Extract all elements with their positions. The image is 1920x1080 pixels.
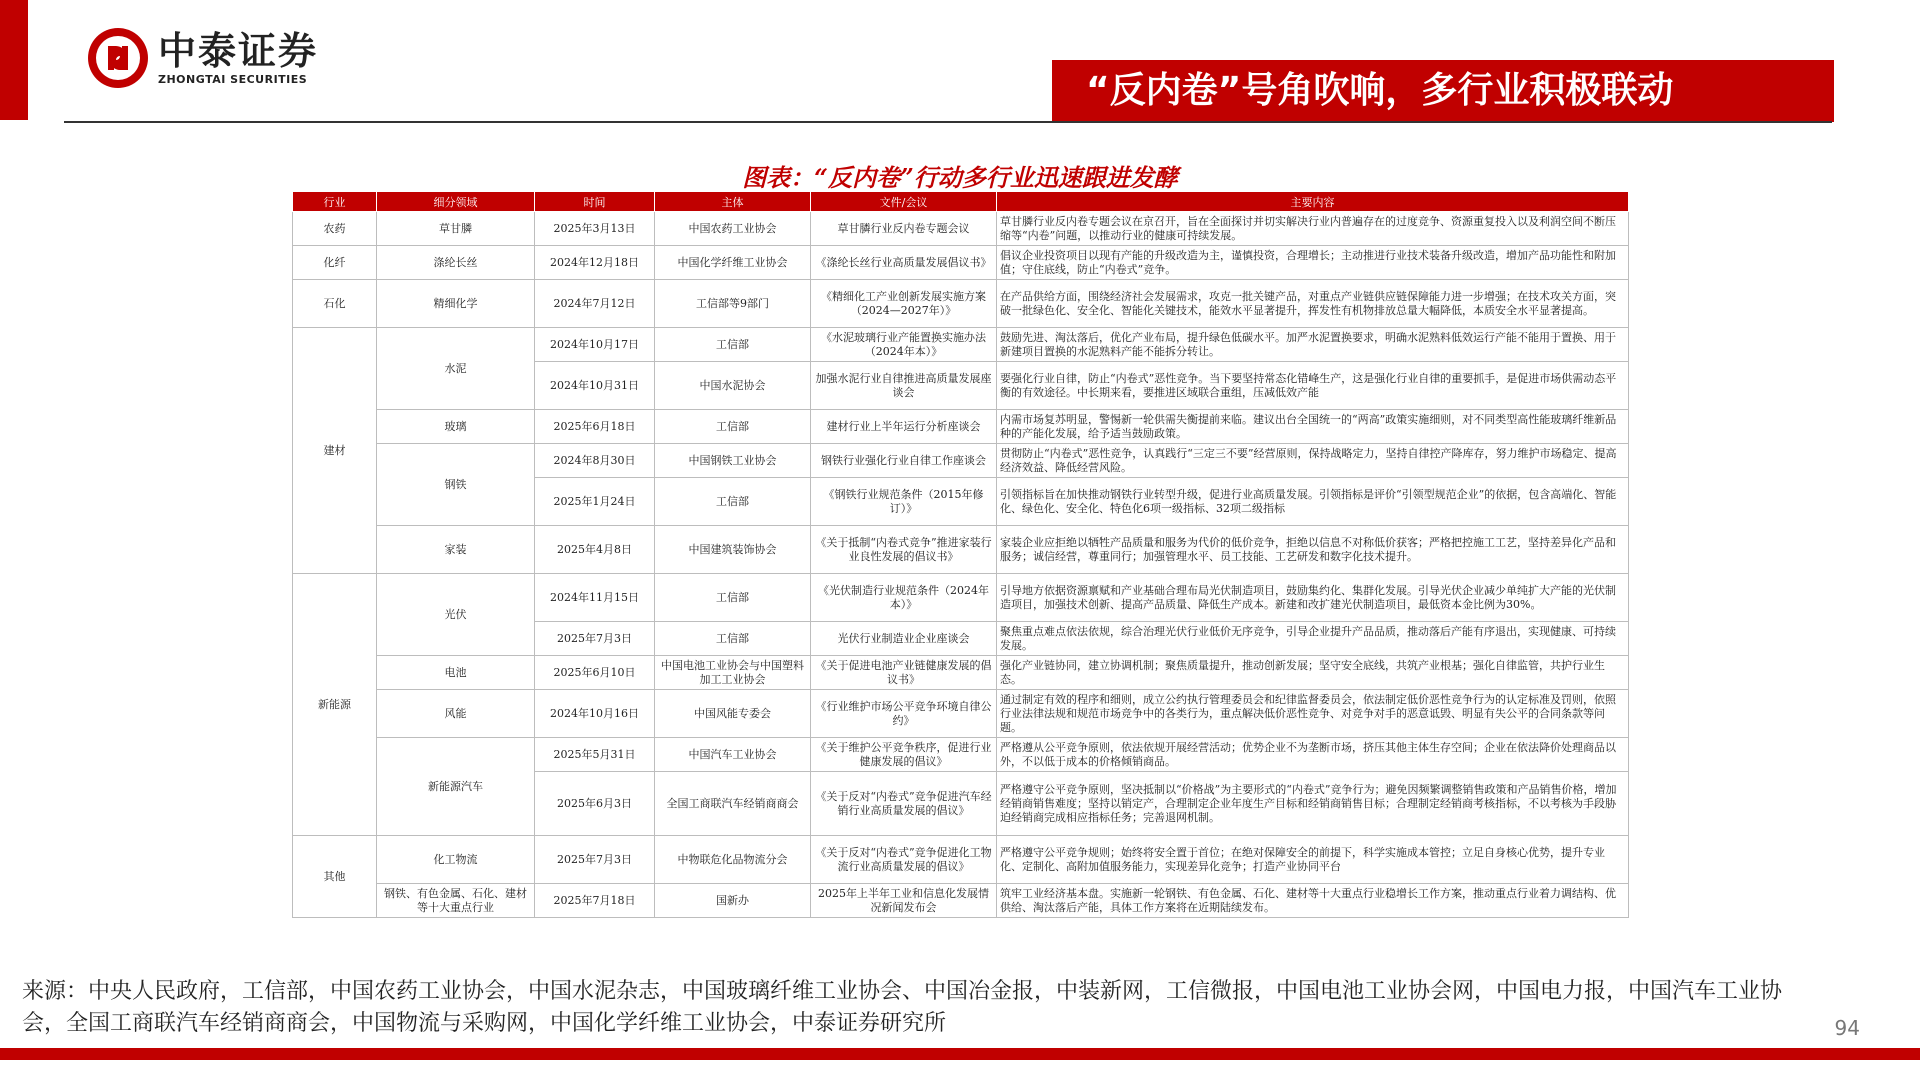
cell-date: 2024年10月17日 [535, 328, 655, 362]
cell-date: 2024年10月16日 [535, 690, 655, 738]
cell-content: 内需市场复苏明显，警惕新一轮供需失衡提前来临。建议出台全国统一的“两高”政策实施细则，对不同类型高性能玻璃纤维新品种的产能化发展，给予适当鼓励政策。 [997, 410, 1629, 444]
brand-name-cn: 中泰证券 [158, 28, 319, 73]
cell-document: 建材行业上半年运行分析座谈会 [811, 410, 997, 444]
table-row [293, 884, 1629, 918]
table-row [293, 574, 1629, 622]
table-row [293, 246, 1629, 280]
cell-segment: 钢铁、有色金属、石化、建材等十大重点行业 [377, 884, 535, 918]
cell-entity: 中国化学纤维工业协会 [655, 246, 811, 280]
cell-content: 通过制定有效的程序和细则，成立公约执行管理委员会和纪律监督委员会，依法制定低价恶性竞争行为的认定标准及罚则，依照行业法律法规和规范市场竞争中的各类行为，重点解决低价恶性竞争、对竞争对手的恶意诋毁、明显有失公平的合同条款等问题。 [997, 690, 1629, 738]
cell-date: 2025年7月3日 [535, 622, 655, 656]
cell-industry: 石化 [293, 280, 377, 328]
cell-content: 聚焦重点难点依法依规，综合治理光伏行业低价无序竞争，引导企业提升产品品质，推动落后产能有序退出，实现健康、可持续发展。 [997, 622, 1629, 656]
cell-entity: 工信部 [655, 622, 811, 656]
cell-content: 引导地方依据资源禀赋和产业基础合理布局光伏制造项目，鼓励集约化、集群化发展。引导光伏企业减少单纯扩大产能的光伏制造项目，加强技术创新、提高产品质量、降低生产成本。新建和改扩建光伏制造项目，最低资本金比例为30%。 [997, 574, 1629, 622]
cell-date: 2024年11月15日 [535, 574, 655, 622]
cell-segment: 光伏 [377, 574, 535, 656]
cell-entity: 国新办 [655, 884, 811, 918]
cell-document: 草甘膦行业反内卷专题会议 [811, 212, 997, 246]
cell-document: 钢铁行业强化行业自律工作座谈会 [811, 444, 997, 478]
header-content: 主要内容 [997, 192, 1629, 212]
cell-content: 严格遵守公平竞争原则，坚决抵制以“价格战”为主要形式的“内卷式”竞争行为；避免因频繁调整销售政策和产品销售价格，增加经销商销售难度；坚持以销定产，合理制定企业年度生产目标和经销商销售目标；合理制定经销商考核指标，不以考核为手段胁迫经销商完成相应指标任务；完善退网机制。 [997, 772, 1629, 836]
cell-entity: 全国工商联汽车经销商商会 [655, 772, 811, 836]
cell-industry: 农药 [293, 212, 377, 246]
cell-date: 2025年4月8日 [535, 526, 655, 574]
table-row [293, 656, 1629, 690]
header-divider [64, 121, 1832, 123]
left-accent-strip [0, 0, 28, 120]
cell-entity: 中国水泥协会 [655, 362, 811, 410]
cell-content: 要强化行业自律，防止“内卷式”恶性竞争。当下要坚持常态化错峰生产，这是强化行业自律的重要抓手，是促进市场供需动态平衡的有效途径。中长期来看，要推进区域联合重组，压减低效产能 [997, 362, 1629, 410]
cell-entity: 工信部 [655, 574, 811, 622]
cell-document: 《关于促进电池产业链健康发展的倡议书》 [811, 656, 997, 690]
cell-entity: 工信部等9部门 [655, 280, 811, 328]
cell-entity: 工信部 [655, 478, 811, 526]
cell-date: 2025年6月18日 [535, 410, 655, 444]
brand-logo [86, 26, 318, 90]
cell-content: 严格遵守公平竞争规则；始终将安全置于首位；在绝对保障安全的前提下，科学实施成本管控；立足自身核心优势，提升专业化、定制化、高附加值服务能力，实现差异化竞争；打造产业协同平台 [997, 836, 1629, 884]
cell-segment: 涤纶长丝 [377, 246, 535, 280]
cell-document: 《精细化工产业创新发展实施方案（2024—2027年）》 [811, 280, 997, 328]
cell-industry: 建材 [293, 328, 377, 574]
table-row [293, 690, 1629, 738]
cell-entity: 工信部 [655, 410, 811, 444]
page-number: 94 [1834, 1016, 1860, 1040]
cell-document: 《关于抵制“内卷式竞争”推进家装行业良性发展的倡议书》 [811, 526, 997, 574]
cell-entity: 中国钢铁工业协会 [655, 444, 811, 478]
cell-content: 鼓励先进、淘汰落后，优化产业布局，提升绿色低碳水平。加严水泥置换要求，明确水泥熟料低效运行产能不能用于置换、用于新建项目置换的水泥熟料产能不能拆分转让。 [997, 328, 1629, 362]
cell-date: 2024年12月18日 [535, 246, 655, 280]
table-row [293, 410, 1629, 444]
cell-industry: 化纤 [293, 246, 377, 280]
table-row [293, 280, 1629, 328]
cell-date: 2025年7月18日 [535, 884, 655, 918]
cell-content: 草甘膦行业反内卷专题会议在京召开，旨在全面探讨并切实解决行业内普遍存在的过度竞争、资源重复投入以及利润空间不断压缩等“内卷”问题，以推动行业的健康可持续发展。 [997, 212, 1629, 246]
header-entity: 主体 [655, 192, 811, 212]
cell-segment: 化工物流 [377, 836, 535, 884]
header-industry: 行业 [293, 192, 377, 212]
cell-content: 引领指标旨在加快推动钢铁行业转型升级，促进行业高质量发展。引领指标是评价“引领型规范企业”的依据，包含高端化、智能化、绿色化、安全化、特色化6项一级指标、32项二级指标 [997, 478, 1629, 526]
table-header-row [293, 192, 1629, 212]
cell-content: 严格遵从公平竞争原则，依法依规开展经营活动；优势企业不为垄断市场，挤压其他主体生存空间；企业在依法降价处理商品以外，不以低于成本的价格倾销商品。 [997, 738, 1629, 772]
cell-date: 2024年10月31日 [535, 362, 655, 410]
cell-entity: 中国农药工业协会 [655, 212, 811, 246]
cell-document: 《关于反对“内卷式”竞争促进化工物流行业高质量发展的倡议》 [811, 836, 997, 884]
table-row [293, 212, 1629, 246]
cell-content: 筑牢工业经济基本盘。实施新一轮钢铁、有色金属、石化、建材等十大重点行业稳增长工作方案，推动重点行业着力调结构、优供给、淘汰落后产能，具体工作方案将在近期陆续发布。 [997, 884, 1629, 918]
cell-segment: 新能源汽车 [377, 738, 535, 836]
brand-name-en: ZHONGTAI SECURITIES [158, 72, 308, 86]
header-segment: 细分领域 [377, 192, 535, 212]
cell-date: 2025年7月3日 [535, 836, 655, 884]
cell-industry: 新能源 [293, 574, 377, 836]
cell-segment: 风能 [377, 690, 535, 738]
cell-entity: 工信部 [655, 328, 811, 362]
cell-document: 《涤纶长丝行业高质量发展倡议书》 [811, 246, 997, 280]
cell-entity: 中国电池工业协会与中国塑料加工工业协会 [655, 656, 811, 690]
cell-entity: 中物联危化品物流分会 [655, 836, 811, 884]
cell-document: 2025年上半年工业和信息化发展情况新闻发布会 [811, 884, 997, 918]
cell-content: 倡议企业投资项目以现有产能的升级改造为主，谨慎投资，合理增长；主动推进行业技术装备升级改造，增加产品功能性和附加值；守住底线，防止“内卷式”竞争。 [997, 246, 1629, 280]
table-title: 图表：“反内卷”行动多行业迅速跟进发酵 [742, 163, 1178, 192]
cell-date: 2025年5月31日 [535, 738, 655, 772]
cell-document: 《关于反对“内卷式”竞争促进汽车经销行业高质量发展的倡议》 [811, 772, 997, 836]
source-note: 来源：中央人民政府，工信部，中国农药工业协会，中国水泥杂志，中国玻璃纤维工业协会、中国冶金报，中装新网，工信微报，中国电池工业协会网，中国电力报，中国汽车工业协会，全国工商联汽车经销商商会，中国物流与采购网，中国化学纤维工业协会，中泰证券研究所 [22, 979, 1783, 1036]
industry-table [292, 191, 1628, 918]
cell-segment: 草甘膦 [377, 212, 535, 246]
table-row [293, 526, 1629, 574]
cell-date: 2025年1月24日 [535, 478, 655, 526]
header-date: 时间 [535, 192, 655, 212]
cell-date: 2025年3月13日 [535, 212, 655, 246]
cell-document: 《行业维护市场公平竞争环境自律公约》 [811, 690, 997, 738]
cell-date: 2024年8月30日 [535, 444, 655, 478]
cell-segment: 水泥 [377, 328, 535, 410]
cell-industry: 其他 [293, 836, 377, 918]
cell-content: 强化产业链协同，建立协调机制；聚焦质量提升，推动创新发展；坚守安全底线，共筑产业根基；强化自律监管，共护行业生态。 [997, 656, 1629, 690]
cell-document: 《水泥玻璃行业产能置换实施办法（2024年本）》 [811, 328, 997, 362]
table-row [293, 444, 1629, 478]
table-row [293, 836, 1629, 884]
cell-segment: 玻璃 [377, 410, 535, 444]
cell-document: 加强水泥行业自律推进高质量发展座谈会 [811, 362, 997, 410]
slide-title: “反内卷”号角吹响，多行业积极联动 [1052, 60, 1834, 122]
footer-bar [0, 1048, 1920, 1060]
table-row [293, 328, 1629, 362]
table-row [293, 738, 1629, 772]
cell-entity: 中国建筑装饰协会 [655, 526, 811, 574]
header-document: 文件/会议 [811, 192, 997, 212]
cell-content: 在产品供给方面，围绕经济社会发展需求，攻克一批关键产品，对重点产业链供应链保障能力进一步增强；在技术攻关方面，突破一批绿色化、安全化、智能化关键技术，能效水平显著提升，挥发性有机物排放总量大幅降低，本质安全水平显著提高。 [997, 280, 1629, 328]
cell-date: 2024年7月12日 [535, 280, 655, 328]
cell-document: 《光伏制造行业规范条件（2024年本）》 [811, 574, 997, 622]
cell-date: 2025年6月3日 [535, 772, 655, 836]
cell-document: 《钢铁行业规范条件（2015年修订）》 [811, 478, 997, 526]
cell-content: 家装企业应拒绝以牺牲产品质量和服务为代价的低价竞争，拒绝以信息不对称低价获客；严格把控施工工艺，坚持差异化产品和服务；诚信经营，尊重同行；加强管理水平、员工技能、工艺研发和数字化技术提升。 [997, 526, 1629, 574]
cell-segment: 精细化学 [377, 280, 535, 328]
cell-segment: 电池 [377, 656, 535, 690]
cell-segment: 钢铁 [377, 444, 535, 526]
cell-document: 光伏行业制造业企业座谈会 [811, 622, 997, 656]
cell-entity: 中国汽车工业协会 [655, 738, 811, 772]
cell-document: 《关于维护公平竞争秩序，促进行业健康发展的倡议》 [811, 738, 997, 772]
cell-segment: 家装 [377, 526, 535, 574]
cell-date: 2025年6月10日 [535, 656, 655, 690]
cell-entity: 中国风能专委会 [655, 690, 811, 738]
zhongtai-logo-icon [86, 26, 150, 90]
cell-content: 贯彻防止“内卷式”恶性竞争，认真践行“三定三不要”经营原则，保持战略定力，坚持自律控产降库存，努力维护市场稳定、提高经济效益、降低经营风险。 [997, 444, 1629, 478]
